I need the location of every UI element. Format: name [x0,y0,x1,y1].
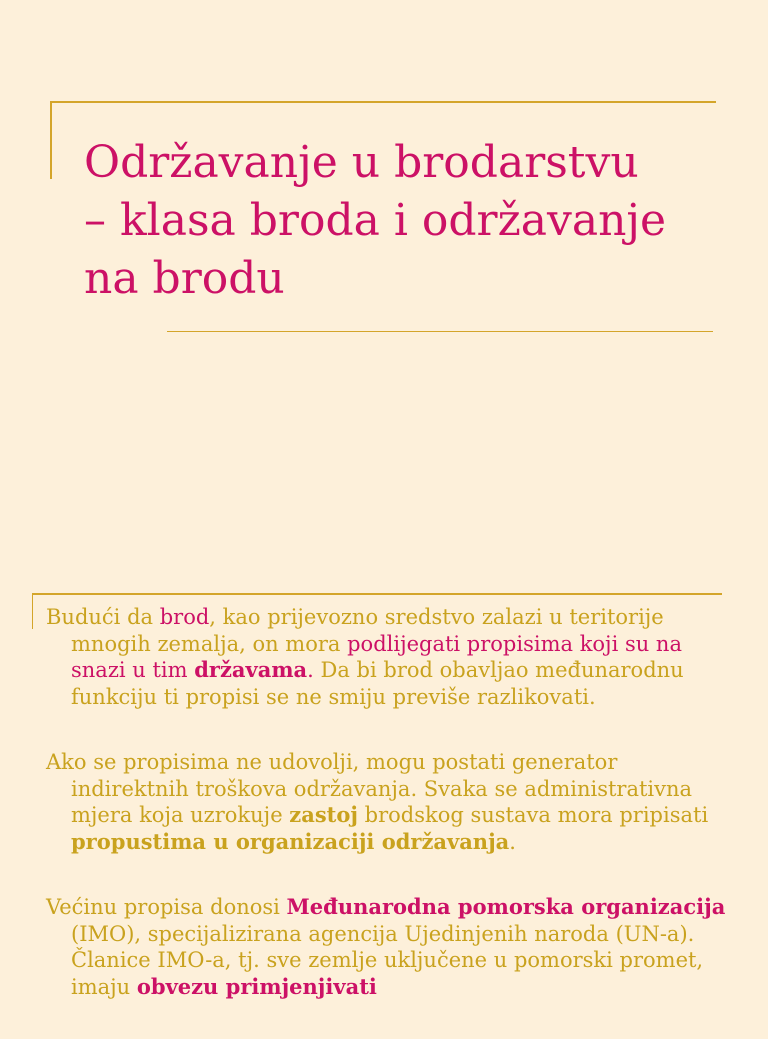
paragraph-3-text: Većinu propisa donosi [46,895,287,919]
paragraph-2 [46,749,736,855]
slide-body [46,604,736,1039]
highlight-period: . [307,658,314,682]
paragraph-1-text: Da bi brod obavljao međunarodnu funkciju ti propisi se ne smiju previše razlikovati. [71,658,684,709]
body-frame-top-line [32,593,722,595]
slide-title [84,134,734,308]
paragraph-2-text: Ako se propisima ne udovolji, mogu postati generator indirektnih troškova održavanja. Svaka se administrativna mjera koja uzrokuje [46,750,693,827]
slide-title-line-1: Održavanje u brodarstvu [84,137,639,188]
paragraph-1 [46,604,736,710]
emphasis-propustima: propustima u organizaciji održavanja [71,828,510,854]
highlight-imo-name: Međunarodna pomorska organizacija [286,894,726,919]
slide-title-line-2: – klasa broda i održavanje [84,195,667,246]
title-frame-left-line [50,101,52,179]
highlight-brod: brod [159,605,210,629]
paragraph-2-text: brodskog sustava mora pripisati [357,803,709,827]
paragraph-3 [46,894,736,1000]
emphasis-zastoj: zastoj [289,802,358,827]
paragraph-2-text: . [509,829,516,854]
title-frame-top-line [50,101,716,103]
paragraph-3-text: (IMO), specijalizirana agencija Ujedinjenih naroda (UN-a). Članice IMO-a, tj. sve zemlje uključene u pomorski promet, imaju [71,921,704,999]
slide-title-line-3: na brodu [84,253,285,304]
highlight-drzavama: državama [194,657,308,682]
body-frame-left-line [32,593,33,629]
highlight-podlijegati: podlijegati propisima koji su na snazi u tim [71,631,682,682]
title-underline [167,331,713,332]
paragraph-1-text: , kao prijevozno sredstvo zalazi u teritorije mnogih zemalja, on mora [71,605,664,656]
highlight-obvezu: obvezu primjenjivati [136,973,377,999]
paragraph-1-text: Budući da [46,605,160,629]
